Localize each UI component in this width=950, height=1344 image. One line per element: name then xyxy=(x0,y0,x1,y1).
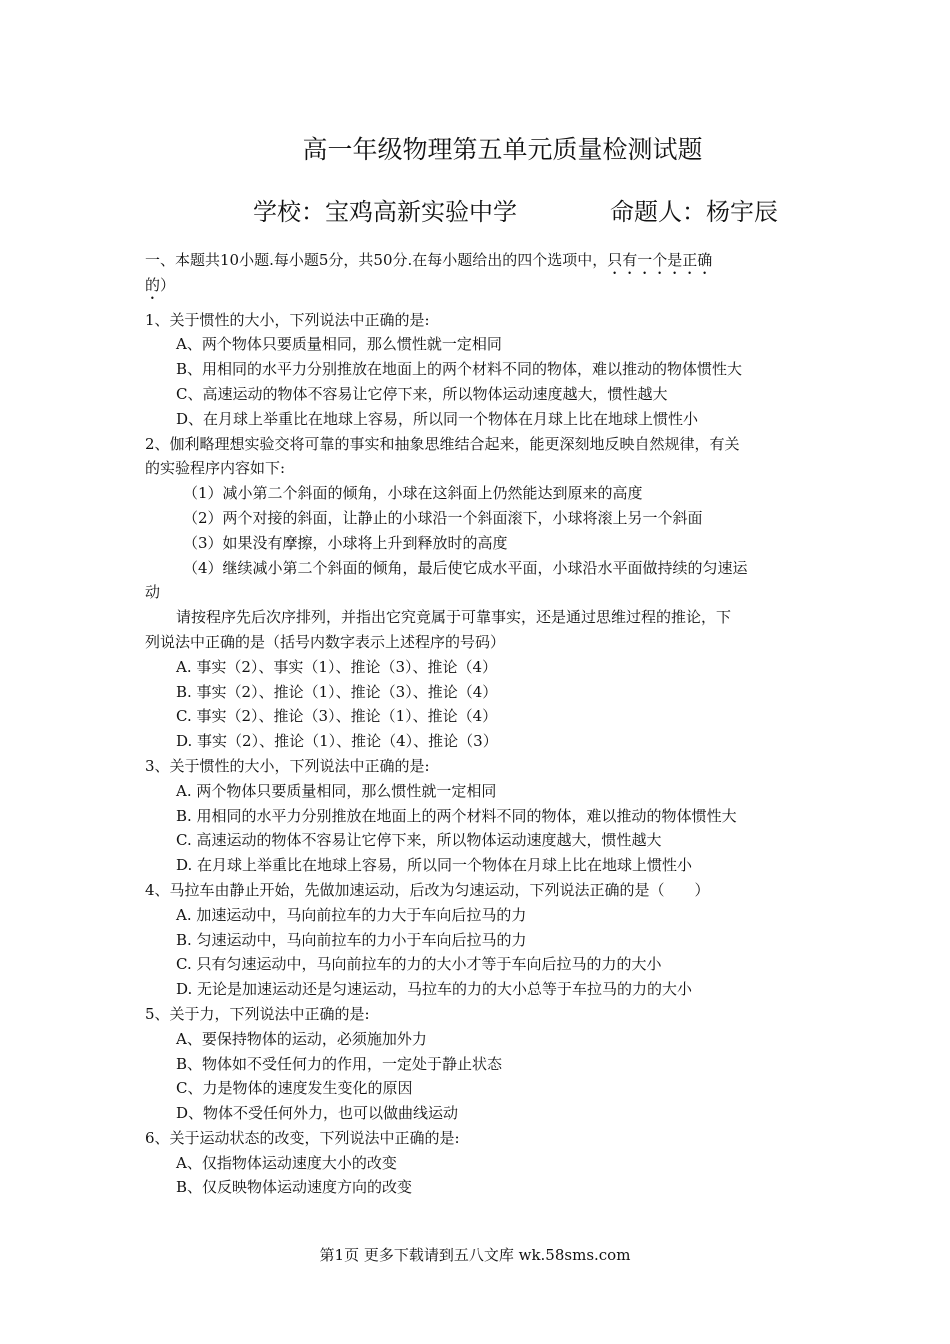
question-1-option-d: D、在月球上举重比在地球上容易，所以同一个物体在月球上比在地球上惯性小 xyxy=(176,409,699,428)
question-5-option-d: D、物体不受任何外力，也可以做曲线运动 xyxy=(176,1104,459,1123)
page-footer: 第1页 更多下载请到五八文库 wk.58sms.com xyxy=(319,1246,631,1264)
question-4-option-b: B. 匀速运动中，马向前拉车的力小于车向后拉马的力 xyxy=(176,930,527,949)
question-2-step-2: （2）两个对接的斜面，让静止的小球沿一个斜面滚下，小球将滚上另一个斜面 xyxy=(183,508,703,527)
question-5-option-c: C、力是物体的速度发生变化的原因 xyxy=(176,1079,413,1098)
emphasis-text: 只有一个是正确 xyxy=(607,251,713,269)
exam-body xyxy=(145,248,813,1200)
question-2-step-3: （3）如果没有摩擦，小球将上升到释放时的高度 xyxy=(183,533,508,552)
question-6-option-a: A、仅指物体运动速度大小的改变 xyxy=(176,1153,397,1172)
question-3-option-b: B. 用相同的水平力分别推放在地面上的两个材料不同的物体，难以推动的物体惯性大 xyxy=(176,806,737,825)
question-2-ask-cont: 列说法中正确的是（括号内数字表示上述程序的号码） xyxy=(145,632,506,651)
school-name: 学校：宝鸡高新实验中学 xyxy=(253,198,517,226)
question-6-stem: 6、关于运动状态的改变，下列说法中正确的是: xyxy=(145,1128,460,1147)
question-1-option-c: C、高速运动的物体不容易让它停下来，所以物体运动速度越大，惯性越大 xyxy=(176,384,668,403)
question-2-step-4: （4）继续减小第二个斜面的倾角，最后使它成水平面，小球沿水平面做持续的匀速运 xyxy=(183,558,748,577)
question-4-stem: 4、马拉车由静止开始，先做加速运动，后改为匀速运动，下列说法正确的是（ ） xyxy=(145,880,710,899)
question-2-step-4-cont: 动 xyxy=(145,583,161,602)
question-2-ask: 请按程序先后次序排列，并指出它究竟属于可靠事实，还是通过思维过程的推论，下 xyxy=(176,608,732,627)
question-5-option-b: B、物体如不受任何力的作用，一定处于静止状态 xyxy=(176,1054,503,1073)
question-6-option-b: B、仅反映物体运动速度方向的改变 xyxy=(176,1178,413,1197)
question-5-stem: 5、关于力，下列说法中正确的是: xyxy=(145,1004,370,1023)
section-instructions: 一、本题共10小题.每小题5分，共50分.在每小题给出的四个选项中，只有一个是正确 xyxy=(145,251,713,269)
question-1-option-b: B、用相同的水平力分别推放在地面上的两个材料不同的物体，难以推动的物体惯性大 xyxy=(176,360,743,379)
section-instructions-cont: 的） xyxy=(145,275,176,294)
question-3-option-a: A. 两个物体只要质量相同，那么惯性就一定相同 xyxy=(176,781,497,800)
question-1-stem: 1、关于惯性的大小，下列说法中正确的是: xyxy=(145,310,430,329)
question-4-option-d: D. 无论是加速运动还是匀速运动，马拉车的力的大小总等于车拉马的力的大小 xyxy=(176,980,693,999)
exam-title: 高一年级物理第五单元质量检测试题 xyxy=(302,135,703,164)
question-3-stem: 3、关于惯性的大小，下列说法中正确的是: xyxy=(145,756,430,775)
question-2-step-1: （1）减小第二个斜面的倾角，小球在这斜面上仍然能达到原来的高度 xyxy=(183,484,643,503)
question-2-option-d: D. 事实（2）、推论（1）、推论（4）、推论（3） xyxy=(176,732,498,751)
question-2-option-a: A. 事实（2）、事实（1）、推论（3）、推论（4） xyxy=(176,657,498,676)
question-2-option-b: B. 事实（2）、推论（1）、推论（3）、推论（4） xyxy=(176,682,498,701)
question-5-option-a: A、要保持物体的运动，必须施加外力 xyxy=(176,1029,427,1048)
question-3-option-c: C. 高速运动的物体不容易让它停下来，所以物体运动速度越大，惯性越大 xyxy=(176,831,662,850)
emphasis-text: 的 xyxy=(145,275,161,294)
author-name: 命题人：杨宇辰 xyxy=(610,198,778,226)
question-4-option-a: A. 加速运动中，马向前拉车的力大于车向后拉马的力 xyxy=(176,905,527,924)
exam-subtitle xyxy=(253,196,778,228)
question-2-stem: 2、伽利略理想实验交将可靠的事实和抽象思维结合起来，能更深刻地反映自然规律，有关 xyxy=(145,434,740,453)
question-3-option-d: D. 在月球上举重比在地球上容易，所以同一个物体在月球上比在地球上惯性小 xyxy=(176,856,693,875)
question-2-option-c: C. 事实（2）、推论（3）、推论（1）、推论（4） xyxy=(176,707,498,726)
question-1-option-a: A、两个物体只要质量相同，那么惯性就一定相同 xyxy=(176,335,502,354)
question-2-stem-cont: 的实验程序内容如下: xyxy=(145,459,286,478)
question-4-option-c: C. 只有匀速运动中，马向前拉车的力的大小才等于车向后拉马的力的大小 xyxy=(176,955,662,974)
